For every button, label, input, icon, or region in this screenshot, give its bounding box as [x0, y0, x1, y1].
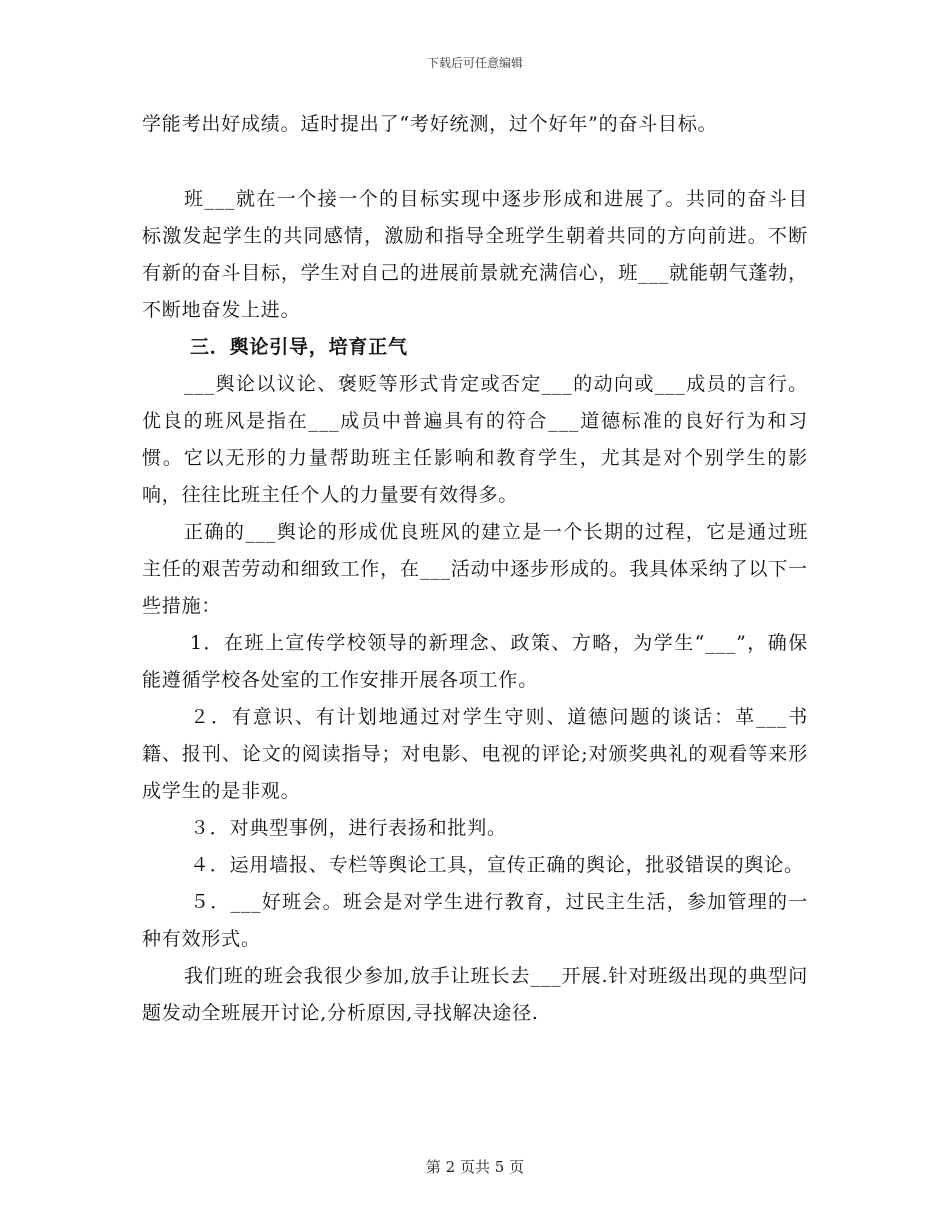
- paragraph-3: ___舆论以议论、褒贬等形式肯定或否定___的动向或___成员的言行。优良的班风是指在___成员中普遍具有的符合___道德标准的良好行为和习惯。它以无形的力量帮助班主任影响和教育学生，尤其是对个别学生的影响，往往比班主任个人的力量要有效得多。: [142, 373, 808, 506]
- paragraph-4: 正确的___舆论的形成优良班风的建立是一个长期的过程，它是通过班主任的艰苦劳动和细致工作，在___活动中逐步形成的。我具体采纳了以下一些措施：: [142, 521, 808, 617]
- page-header: 下载后可任意编辑: [426, 56, 523, 70]
- list-item-3: ３．对典型事例，进行表扬和批判。: [190, 817, 507, 839]
- paragraph-5: 我们班的班会我很少参加,放手让班长去___开展.针对班级出现的典型问题发动全班展开讨论,分析原因,寻找解决途径.: [142, 965, 808, 1024]
- document-body: [142, 106, 808, 1032]
- list-item-4: ４．运用墙报、专栏等舆论工具，宣传正确的舆论，批驳错误的舆论。: [190, 854, 804, 876]
- paragraph-gap: [142, 143, 808, 181]
- list-item-5: ５．___好班会。班会是对学生进行教育，过民主生活，参加管理的一种有效形式。: [142, 891, 808, 950]
- paragraph-2: 班___就在一个接一个的目标实现中逐步形成和进展了。共同的奋斗目标激发起学生的共同感情，激励和指导全班学生朝着共同的方向前进。不断有新的奋斗目标，学生对自己的进展前景就充满信心，班___就能朝气蓬勃，不断地奋发上进。: [142, 188, 808, 321]
- section-heading-3: 三．舆论引导，培育正气: [190, 336, 408, 358]
- list-item-2: ２．有意识、有计划地通过对学生守则、道德问题的谈话：革___书籍、报刊、论文的阅读指导；对电影、电视的评论;对颁奖典礼的观看等来形成学生的是非观。: [142, 706, 808, 802]
- page-footer: 第 2 页共 5 页: [425, 1158, 525, 1176]
- list-item-1: 1．在班上宣传学校领导的新理念、政策、方略，为学生“___”，确保能遵循学校各处室的工作安排开展各项工作。: [142, 632, 808, 691]
- paragraph-1: 学能考出好成绩。适时提出了“考好统测，过个好年”的奋斗目标。: [142, 113, 718, 135]
